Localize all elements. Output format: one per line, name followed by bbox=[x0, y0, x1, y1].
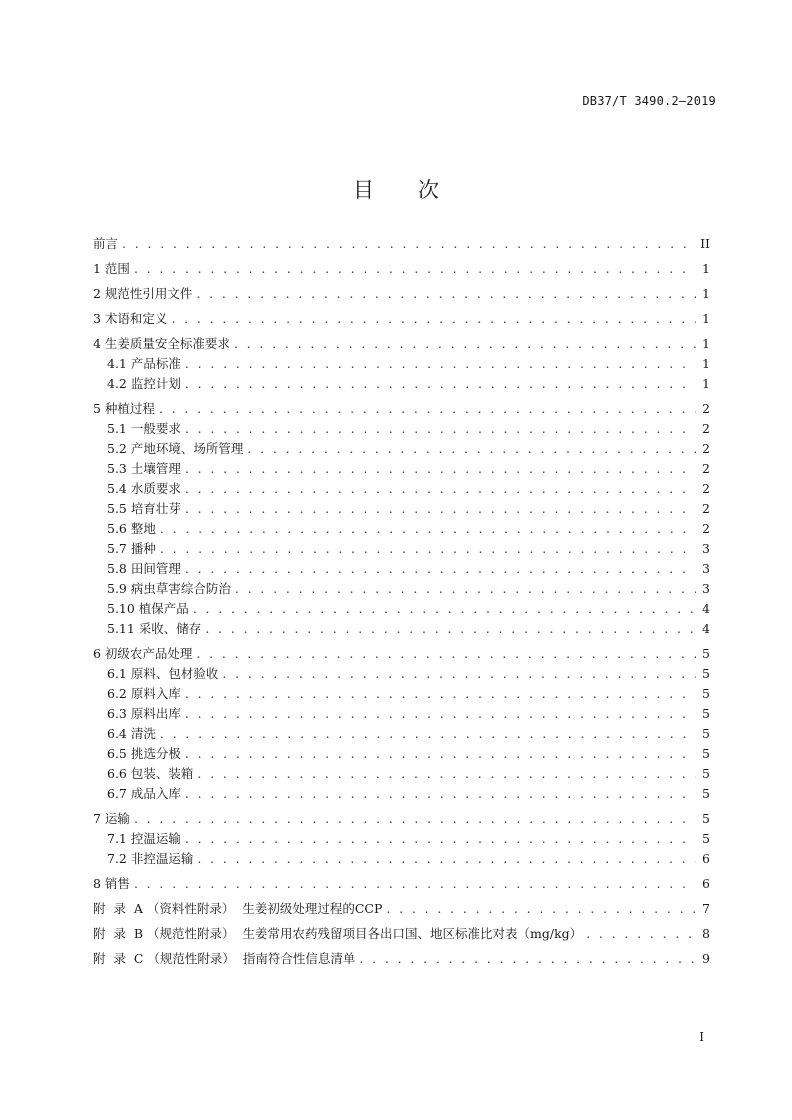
toc-entry-label: 7.2 非控温运输 bbox=[107, 851, 194, 866]
toc-entry-page: 1 bbox=[702, 376, 710, 391]
toc-entry[interactable] bbox=[93, 539, 710, 559]
toc-entry[interactable] bbox=[93, 724, 710, 744]
dot-leader bbox=[185, 374, 696, 394]
toc-entry[interactable] bbox=[93, 374, 710, 394]
dot-leader bbox=[196, 284, 696, 304]
dot-leader bbox=[222, 664, 696, 684]
toc-entry[interactable] bbox=[93, 899, 710, 919]
toc-entry-page: 5 bbox=[702, 646, 710, 661]
toc-entry-page: 4 bbox=[702, 601, 710, 616]
dot-leader bbox=[160, 519, 696, 539]
toc-entry-label: 附 录 B （规范性附录） 生姜常用农药残留项目各出口国、地区标准比对表（mg/kg） bbox=[93, 926, 583, 941]
toc-entry-label: 5.4 水质要求 bbox=[107, 481, 181, 496]
toc-entry-label: 3 术语和定义 bbox=[93, 311, 168, 326]
toc-entry-page: 6 bbox=[702, 876, 710, 891]
dot-leader bbox=[247, 439, 696, 459]
toc-entry-label: 6.6 包装、装箱 bbox=[107, 766, 194, 781]
toc-entry-label: 附 录 A （资料性附录） 生姜初级处理过程的CCP bbox=[93, 901, 383, 916]
dot-leader bbox=[386, 899, 696, 919]
dot-leader bbox=[160, 724, 696, 744]
dot-leader bbox=[586, 924, 696, 944]
dot-leader bbox=[134, 809, 696, 829]
toc-entry[interactable] bbox=[93, 439, 710, 459]
toc-entry-label: 6.2 原料入库 bbox=[107, 686, 181, 701]
toc-entry-label: 5.10 植保产品 bbox=[107, 601, 189, 616]
toc-entry-label: 5.6 整地 bbox=[107, 521, 156, 536]
toc-entry-page: 2 bbox=[702, 461, 710, 476]
toc-entry-label: 5.5 培育壮芽 bbox=[107, 501, 181, 516]
toc-entry-label: 6.3 原料出库 bbox=[107, 706, 181, 721]
toc-entry-page: 6 bbox=[702, 851, 710, 866]
toc-entry-page: 1 bbox=[702, 311, 710, 326]
toc-entry[interactable] bbox=[93, 579, 710, 599]
dot-leader bbox=[185, 479, 696, 499]
toc-entry[interactable] bbox=[93, 309, 710, 329]
toc-entry-page: 1 bbox=[702, 261, 710, 276]
toc-entry[interactable] bbox=[93, 684, 710, 704]
toc-entry-page: 5 bbox=[702, 746, 710, 761]
toc-entry-page: II bbox=[700, 236, 710, 251]
toc-entry-label: 5.2 产地环境、场所管理 bbox=[107, 441, 244, 456]
toc-entry-page: 5 bbox=[702, 811, 710, 826]
toc-entry-page: 2 bbox=[702, 481, 710, 496]
toc-entry-label: 6.7 成品入库 bbox=[107, 786, 181, 801]
dot-leader bbox=[196, 644, 696, 664]
toc-entry-page: 2 bbox=[702, 421, 710, 436]
toc-entry-page: 1 bbox=[702, 286, 710, 301]
toc-entry[interactable] bbox=[93, 519, 710, 539]
dot-leader bbox=[185, 499, 696, 519]
dot-leader bbox=[185, 704, 696, 724]
toc-entry-page: 2 bbox=[702, 441, 710, 456]
toc-entry[interactable] bbox=[93, 829, 710, 849]
dot-leader bbox=[185, 354, 696, 374]
toc-entry[interactable] bbox=[93, 849, 710, 869]
toc-entry-page: 4 bbox=[702, 621, 710, 636]
toc-entry-page: 2 bbox=[702, 521, 710, 536]
toc-entry-page: 9 bbox=[702, 951, 710, 966]
toc-entry-label: 5.9 病虫草害综合防治 bbox=[107, 581, 231, 596]
toc-entry-label: 4.1 产品标准 bbox=[107, 356, 181, 371]
toc-entry-label: 6.1 原料、包材验收 bbox=[107, 666, 219, 681]
dot-leader bbox=[171, 309, 696, 329]
toc-entry[interactable] bbox=[93, 459, 710, 479]
toc-entry[interactable] bbox=[93, 619, 710, 639]
toc-entry-label: 1 范围 bbox=[93, 261, 130, 276]
toc-entry-label: 6.4 清洗 bbox=[107, 726, 156, 741]
toc-entry-page: 3 bbox=[702, 581, 710, 596]
dot-leader bbox=[193, 599, 696, 619]
dot-leader bbox=[185, 559, 696, 579]
toc-entry-page: 5 bbox=[702, 831, 710, 846]
toc-entry-label: 2 规范性引用文件 bbox=[93, 286, 193, 301]
toc-entry[interactable] bbox=[93, 419, 710, 439]
dot-leader bbox=[134, 874, 696, 894]
toc-entry-label: 8 销售 bbox=[93, 876, 130, 891]
toc-entry-page: 3 bbox=[702, 541, 710, 556]
toc-entry-label: 5.7 播种 bbox=[107, 541, 156, 556]
toc-entry-label: 5.8 田间管理 bbox=[107, 561, 181, 576]
toc-entry-page: 5 bbox=[702, 766, 710, 781]
dot-leader bbox=[185, 684, 696, 704]
toc-entry[interactable] bbox=[93, 874, 710, 894]
toc-entry-label: 前言 bbox=[93, 236, 119, 251]
dot-leader bbox=[205, 619, 696, 639]
toc-entry-page: 5 bbox=[702, 786, 710, 801]
toc-entry-page: 2 bbox=[702, 401, 710, 416]
toc-entry-label: 4 生姜质量安全标准要求 bbox=[93, 336, 230, 351]
toc-entry[interactable] bbox=[93, 599, 710, 619]
toc-entry[interactable] bbox=[93, 559, 710, 579]
toc-entry[interactable] bbox=[93, 234, 710, 254]
toc-entry[interactable] bbox=[93, 764, 710, 784]
document-code: DB37/T 3490.2—2019 bbox=[582, 94, 716, 108]
toc-entry-label: 5 种植过程 bbox=[93, 401, 155, 416]
toc-entry-label: 6 初级农产品处理 bbox=[93, 646, 193, 661]
toc-entry[interactable] bbox=[93, 704, 710, 724]
toc-entry[interactable] bbox=[93, 924, 710, 944]
toc-entry-label: 4.2 监控计划 bbox=[107, 376, 181, 391]
toc-entry[interactable] bbox=[93, 334, 710, 354]
toc-entry-label: 5.11 采收、储存 bbox=[107, 621, 202, 636]
toc-entry-label: 6.5 挑选分极 bbox=[107, 746, 181, 761]
dot-leader bbox=[160, 539, 696, 559]
toc-entry-page: 2 bbox=[702, 501, 710, 516]
toc-entry[interactable] bbox=[93, 644, 710, 664]
dot-leader bbox=[134, 259, 696, 279]
toc-entry-label: 5.1 一般要求 bbox=[107, 421, 181, 436]
toc-entry[interactable] bbox=[93, 664, 710, 684]
dot-leader bbox=[197, 764, 696, 784]
dot-leader bbox=[185, 829, 696, 849]
toc-entry-page: 7 bbox=[702, 901, 710, 916]
toc-entry-page: 3 bbox=[702, 561, 710, 576]
toc-entry-label: 7.1 控温运输 bbox=[107, 831, 181, 846]
toc-entry[interactable] bbox=[93, 949, 710, 969]
dot-leader bbox=[359, 949, 696, 969]
toc-entry-page: 5 bbox=[702, 686, 710, 701]
toc-entry[interactable] bbox=[93, 809, 710, 829]
toc-entry[interactable] bbox=[93, 784, 710, 804]
toc-entry[interactable] bbox=[93, 744, 710, 764]
page-title: 目次 bbox=[353, 178, 483, 202]
toc-entry-page: 8 bbox=[702, 926, 710, 941]
toc-entry-page: 5 bbox=[702, 726, 710, 741]
toc-entry-label: 7 运输 bbox=[93, 811, 130, 826]
toc-entry[interactable] bbox=[93, 399, 710, 419]
dot-leader bbox=[185, 744, 696, 764]
toc-entry-label: 5.3 土壤管理 bbox=[107, 461, 181, 476]
page-number: I bbox=[699, 1030, 704, 1044]
toc-entry[interactable] bbox=[93, 499, 710, 519]
toc-entry-label: 附 录 C （规范性附录） 指南符合性信息清单 bbox=[93, 951, 356, 966]
toc-entry-page: 1 bbox=[702, 336, 710, 351]
dot-leader bbox=[234, 334, 696, 354]
toc-entry[interactable] bbox=[93, 259, 710, 279]
toc-entry-page: 5 bbox=[702, 666, 710, 681]
table-of-contents bbox=[93, 234, 710, 969]
dot-leader bbox=[197, 849, 696, 869]
toc-entry[interactable] bbox=[93, 479, 710, 499]
dot-leader bbox=[159, 399, 696, 419]
toc-entry[interactable] bbox=[93, 354, 710, 374]
dot-leader bbox=[185, 419, 696, 439]
dot-leader bbox=[185, 784, 696, 804]
dot-leader bbox=[235, 579, 696, 599]
toc-entry-page: 5 bbox=[702, 706, 710, 721]
toc-entry-page: 1 bbox=[702, 356, 710, 371]
dot-leader bbox=[185, 459, 696, 479]
dot-leader bbox=[122, 234, 696, 254]
toc-entry[interactable] bbox=[93, 284, 710, 304]
